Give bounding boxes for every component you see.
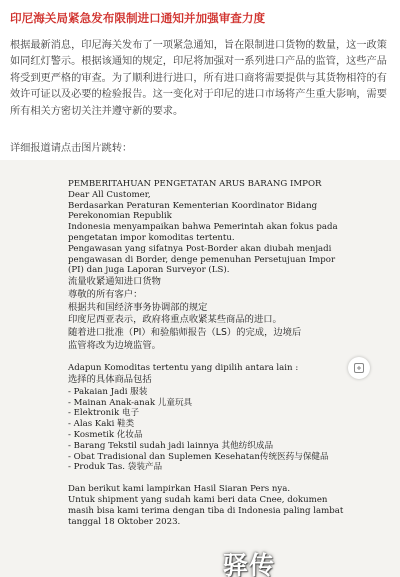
notice-line: Untuk shipment yang sudah kami beri data Cnee, dokumen (68, 495, 328, 506)
notice-text (68, 179, 388, 527)
notice-spacer (68, 352, 388, 363)
notice-line: 印度尼西亚表示，政府将重点收紧某些商品的进口。 (68, 314, 282, 326)
watermark: 驿传 (223, 551, 276, 577)
notice-line: 监管将改为边境监管。 (68, 339, 161, 351)
notice-line: - Produk Tas. 袋装产品 (68, 462, 163, 473)
notice-line: pengawasan di Border, denge pemenuhan Persetujuan Impor (68, 254, 336, 265)
image-link-caption: 详细报道请点击图片跳转： (10, 143, 133, 154)
notice-line: Perekonomian Republik (68, 211, 172, 222)
notice-line: tanggal 18 Oktober 2023. (68, 516, 181, 527)
notice-line: Adapun Komoditas tertentu yang dipilih antara lain : (68, 363, 299, 374)
notice-line: - Pakaian Jadi 服装 (68, 386, 148, 397)
notice-line: Dan berikut kami lampirkan Hasil Siaran Pers nya. (68, 484, 291, 495)
notice-line: - Kosmetik 化妆品 (68, 430, 143, 441)
notice-line: - Obat Tradisional dan Suplemen Kesehatan传统医药与保健品 (68, 451, 329, 462)
article-intro: 根据最新消息，印尼海关发布了一项紧急通知，旨在限制进口货物的数量，这一政策如同红灯警示。根据该通知的规定，印尼将加强对一系列进口产品的监管，这些产品将受到更严格的审查。为了顺利进行进口，所有进口商将需要提供与其货物相符的有效许可证以及必要的检验报告。这一变化对于印尼的进口市场将产生重大影响，需要所有相关方密切关注并遵守新的要求。 (10, 40, 387, 117)
notice-line: 选择的具体商品包括 (68, 374, 152, 386)
article-title: 印尼海关局紧急发布限制进口通知并加强审查力度 (10, 11, 266, 25)
notice-line: masih bisa kami terima dengan tiba di Indonesia paling lambat (68, 505, 344, 516)
notice-image[interactable] (0, 160, 400, 577)
notice-line: pengetatan impor komoditas tertentu. (68, 232, 235, 243)
expand-icon[interactable] (348, 357, 370, 379)
notice-line: 尊敬的所有客户： (68, 288, 143, 300)
notice-line: - Alas Kaki 鞋类 (68, 419, 135, 430)
notice-line: Pengawasan yang sifatnya Post-Border akan diubah menjadi (68, 243, 332, 254)
notice-line: 根据共和国经济事务协调部的规定 (68, 301, 208, 313)
notice-line: Berdasarkan Peraturan Kementerian Koordinator Bidang (68, 200, 318, 211)
notice-line: Indonesia menyampaikan bahwa Pemerintah akan fokus pada (68, 222, 338, 233)
notice-line: - Elektronik 电子 (68, 408, 140, 419)
notice-line: (PI) dan juga Laporan Surveyor (LS). (68, 265, 230, 276)
notice-line: 随着进口批准（PI）和验船师报告（LS）的完成，边境后 (68, 326, 302, 338)
notice-line: - Barang Tekstil sudah jadi lainnya 其他纺织成品 (68, 440, 274, 451)
notice-line: 流量收紧通知进口货物 (68, 276, 161, 288)
notice-line: PEMBERITAHUAN PENGETATAN ARUS BARANG IMPOR (68, 179, 322, 189)
notice-line: Dear All Customer, (68, 189, 151, 200)
notice-spacer (68, 473, 388, 484)
notice-line: - Mainan Anak-anak 儿童玩具 (68, 397, 193, 408)
